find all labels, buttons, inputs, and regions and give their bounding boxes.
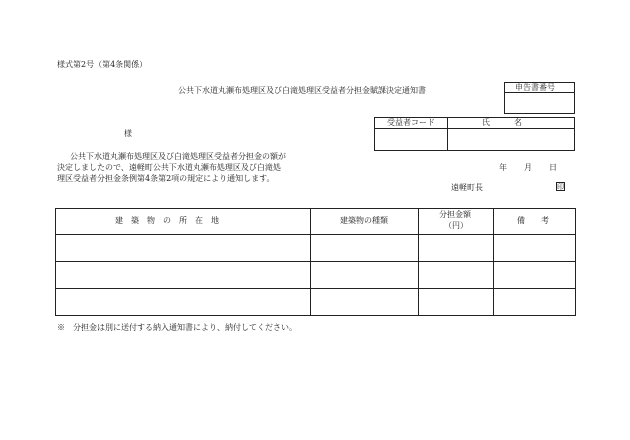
- table-row: [55, 235, 576, 261]
- column-header-location: 建 築 物 の 所 在 地: [115, 216, 219, 225]
- date-month: 月: [524, 163, 532, 172]
- issuer-title: 遠軽町長: [451, 183, 483, 192]
- table-row: [55, 262, 576, 288]
- amount-unit: （円）: [444, 221, 468, 230]
- filing-number-label: 申告書番号: [515, 83, 555, 92]
- column-header-amount: 分担金額: [439, 210, 471, 219]
- document-title: 公共下水道丸瀬布処理区及び白滝処理区受益者分担金賦課決定通知書: [178, 86, 426, 95]
- notice-line-2: 決定しましたので、遠軽町公共下水道丸瀬布処理区及び白滝処: [57, 163, 281, 172]
- column-header-building-type: 建築物の種類: [340, 216, 388, 225]
- date-year: 年: [499, 163, 507, 172]
- seal-mark: 印: [557, 183, 564, 191]
- column-header-remarks: 備 考: [517, 216, 549, 225]
- footnote: ※ 分担金は別に送付する納入通知書により、納付してください。: [57, 323, 297, 332]
- payer-code-header: 受益者コード: [387, 118, 435, 127]
- notice-line-3: 理区受益者分担金条例第4条第2項の規定により通知します。: [57, 174, 275, 183]
- table-row: [55, 289, 576, 315]
- payer-name-header: 氏 名: [482, 118, 522, 127]
- date-day: 日: [549, 163, 557, 172]
- notice-line-1: 公共下水道丸瀬布処理区及び白滝処理区受益者分担金の額が: [70, 152, 286, 161]
- form-id: 様式第2号（第4条関係）: [57, 60, 148, 69]
- addressee-suffix: 様: [124, 129, 132, 138]
